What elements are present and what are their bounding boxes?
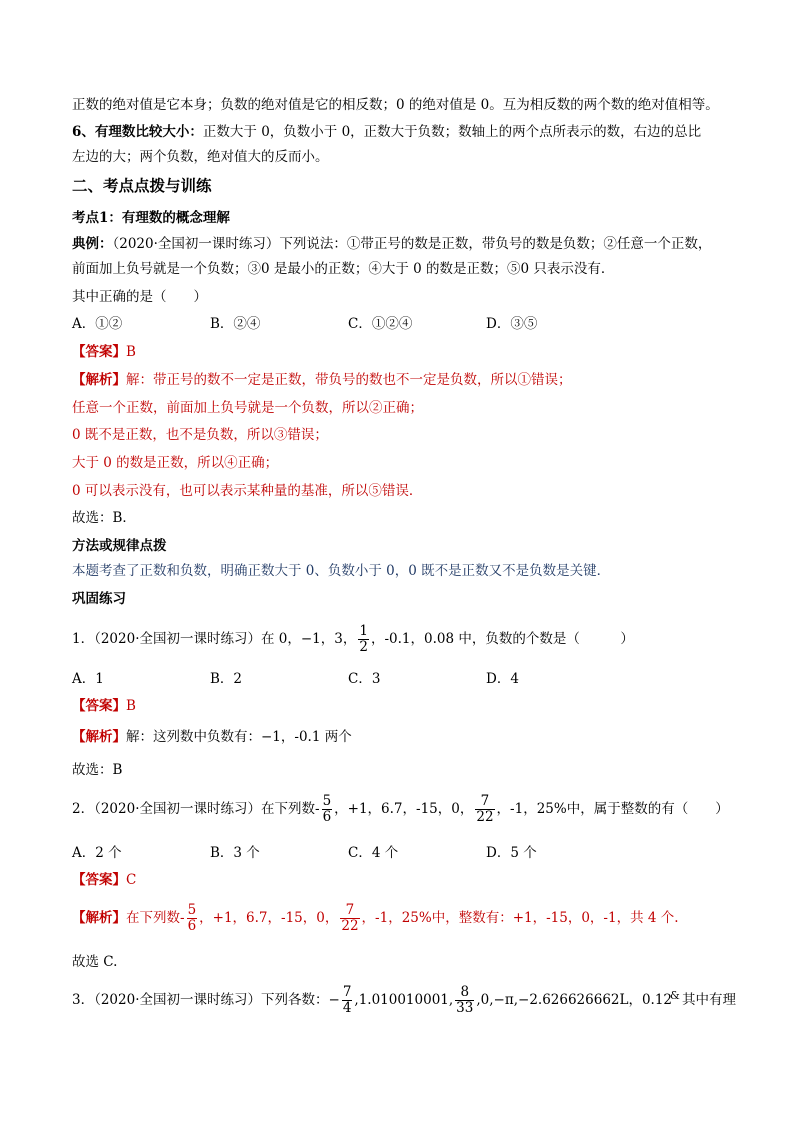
intro-item-6 [72, 122, 701, 142]
analysis-suffix: ，-1，25%中，整数有：+1，-15，0，-1，共 4 个. [361, 910, 679, 926]
kp1-options [72, 314, 624, 334]
kp1-analysis-2: 任意一个正数，前面加上负号就是一个负数，所以②正确； [72, 400, 423, 416]
analysis-f2-den: 22 [341, 918, 359, 934]
q2-f2-num: 7 [475, 794, 494, 810]
answer-value: C [126, 872, 137, 888]
q2-fraction-2 [475, 794, 494, 825]
intro-item-6-line2: 左边的大；两个负数，绝对值大的反而小。 [72, 149, 329, 165]
q3-f1-num: 7 [342, 984, 352, 1000]
analysis-fraction-1 [187, 903, 198, 934]
analysis-f1-den: 6 [187, 918, 197, 934]
q3-fraction-1 [342, 985, 353, 1016]
kp1-title: 考点1：有理数的概念理解 [72, 210, 230, 226]
q3-middle: ,1.010010001, [354, 992, 454, 1008]
q1-analysis [72, 727, 352, 747]
analysis-text: 解：这列数中负数有：−1，-0.1 两个 [126, 729, 352, 745]
analysis-middle: ，+1，6.7，-15，0， [199, 910, 339, 926]
q1-prefix: 1．（2020·全国初一课时练习）在 0，−1，3， [72, 631, 357, 647]
option-b: B．3 个 [210, 845, 260, 861]
q3-stem [72, 979, 736, 1021]
intro-line-1: 正数的绝对值是它本身；负数的绝对值是它的相反数；0 的绝对值是 0。互为相反数的两个数的绝对值相等。 [72, 97, 719, 113]
example-label: 典例： [72, 236, 113, 252]
answer-value: B [126, 698, 136, 714]
item-6-text: 正数大于 0，负数小于 0，正数大于负数；数轴上的两个点所表示的数，右边的总比 [202, 124, 702, 140]
q2-answer [72, 870, 136, 890]
q1-choose: 故选：B [72, 762, 123, 778]
answer-label: 【答案】 [72, 698, 126, 714]
q2-prefix: 2．（2020·全国初一课时练习）在下列数- [72, 801, 320, 817]
option-a: A．①② [72, 316, 123, 332]
q2-fraction-1 [322, 794, 333, 825]
method-title: 方法或规律点拨 [72, 538, 167, 554]
analysis-label: 【解析】 [72, 729, 126, 745]
kp1-example-line1 [72, 234, 711, 254]
kp1-example-line2: 前面加上负号就是一个负数；③0 是最小的正数；④大于 0 的数是正数；⑤0 只表示没有． [72, 261, 615, 277]
analysis-prefix: 在下列数- [126, 910, 185, 926]
kp1-choose: 故选：B． [72, 510, 136, 526]
q1-stem [72, 618, 634, 660]
analysis-fraction-2 [340, 903, 359, 934]
q2-stem [72, 788, 729, 830]
q1-answer [72, 696, 136, 716]
practice-title: 巩固练习 [72, 591, 126, 607]
answer-value: B [126, 344, 136, 360]
q1-suffix: ，-0.1，0.08 中，负数的个数是（ ） [370, 631, 634, 647]
q2-f2-den: 22 [476, 809, 494, 825]
section-title: 二、考点点拨与训练 [72, 176, 212, 195]
q3-f2-num: 8 [455, 985, 474, 1001]
q3-f1-den: 4 [342, 1000, 352, 1016]
option-a: A．1 [72, 671, 104, 687]
q1-frac-den: 2 [359, 639, 368, 655]
option-d: D．4 [486, 671, 519, 687]
q2-middle: ，+1，6.7，-15，0， [334, 801, 474, 817]
answer-label: 【答案】 [72, 344, 126, 360]
q1-fraction [358, 624, 369, 655]
q3-fraction-2 [455, 985, 474, 1016]
analysis-text: 解：带正号的数不一定是正数，带负号的数也不一定是负数，所以①错误； [126, 372, 572, 388]
option-b: B．2 [210, 671, 243, 687]
option-a: A．2 个 [72, 845, 122, 861]
analysis-f1-num: 5 [187, 902, 197, 918]
repeating-dot: & [670, 989, 680, 1002]
q3-end: 其中有理 [682, 992, 737, 1008]
q2-f1-num: 5 [322, 793, 332, 809]
kp1-answer [72, 342, 136, 362]
q2-choose: 故选 C. [72, 954, 118, 970]
item-6-label: 6、有理数比较大小： [72, 124, 203, 140]
answer-label: 【答案】 [72, 872, 126, 888]
option-c: C．4 个 [348, 845, 399, 861]
kp1-analysis-4: 大于 0 的数是正数，所以④正确； [72, 455, 279, 471]
q3-suffix: ,0,−π,−2.626626662L，0.12 [476, 992, 673, 1008]
kp1-analysis-3: 0 既不是正数，也不是负数，所以③错误； [72, 427, 328, 443]
option-b: B．②④ [210, 316, 261, 332]
q1-frac-num: 1 [359, 623, 368, 639]
q1-options [72, 669, 624, 689]
q3-f2-den: 33 [456, 1000, 474, 1016]
option-d: D．③⑤ [486, 316, 538, 332]
option-c: C．①②④ [348, 316, 413, 332]
kp1-question: 其中正确的是（ ） [72, 289, 207, 305]
analysis-f2-num: 7 [340, 903, 359, 919]
method-text: 本题考查了正数和负数，明确正数大于 0、负数小于 0，0 既不是正数又不是负数是关键． [72, 563, 611, 579]
kp1-analysis-1 [72, 370, 572, 390]
q2-f1-den: 6 [322, 809, 332, 825]
analysis-label: 【解析】 [72, 910, 126, 926]
q3-prefix: 3．（2020·全国初一课时练习）下列各数：− [72, 992, 340, 1008]
q2-options [72, 843, 624, 863]
option-d: D．5 个 [486, 845, 537, 861]
q2-analysis [72, 897, 679, 939]
kp1-analysis-5: 0 可以表示没有，也可以表示某种量的基准，所以⑤错误． [72, 483, 423, 499]
option-c: C．3 [348, 671, 381, 687]
example-text: （2020·全国初一课时练习）下列说法：①带正号的数是正数，带负号的数是负数；②任意一个正数， [112, 236, 712, 252]
analysis-label: 【解析】 [72, 372, 126, 388]
q2-suffix: ，-1，25%中，属于整数的有（ ） [496, 801, 729, 817]
